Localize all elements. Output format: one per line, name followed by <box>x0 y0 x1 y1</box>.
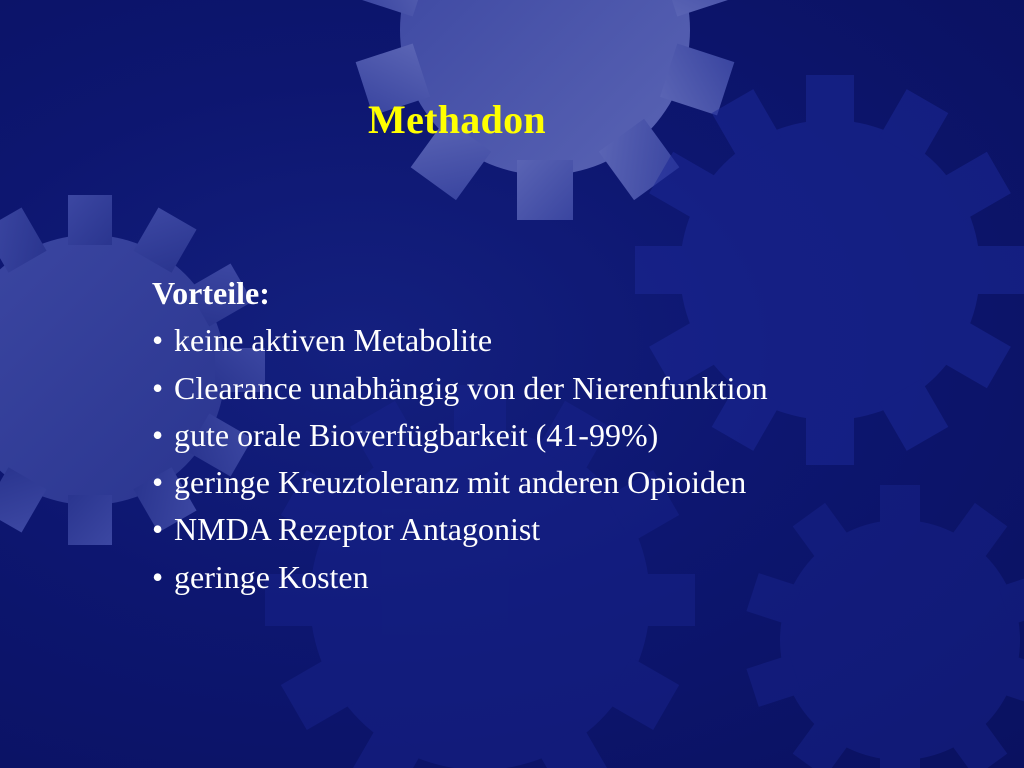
bullet-icon: • <box>152 369 164 406</box>
section-heading: Vorteile: <box>152 275 270 311</box>
list-item <box>152 459 982 506</box>
bullet-icon: • <box>152 558 164 595</box>
bullet-icon: • <box>152 511 164 548</box>
list-item <box>152 506 982 553</box>
slide-title: Methadon <box>368 97 546 142</box>
bullet-icon: • <box>152 464 164 501</box>
list-item <box>152 412 982 459</box>
list-item <box>152 365 982 412</box>
bullet-icon: • <box>152 322 164 359</box>
list-item-text: gute orale Bioverfügbarkeit (41-99%) <box>174 416 659 453</box>
bullet-icon: • <box>152 416 164 453</box>
list-item-text: keine aktiven Metabolite <box>174 322 493 359</box>
slide-content <box>152 270 982 601</box>
list-item <box>152 554 982 601</box>
list-item <box>152 317 982 364</box>
list-item-text: NMDA Rezeptor Antagonist <box>174 511 541 548</box>
list-item-text: Clearance unabhängig von der Nierenfunktion <box>174 369 768 406</box>
list-item-text: geringe Kosten <box>174 558 369 595</box>
list-item-text: geringe Kreuztoleranz mit anderen Opioiden <box>174 464 747 501</box>
